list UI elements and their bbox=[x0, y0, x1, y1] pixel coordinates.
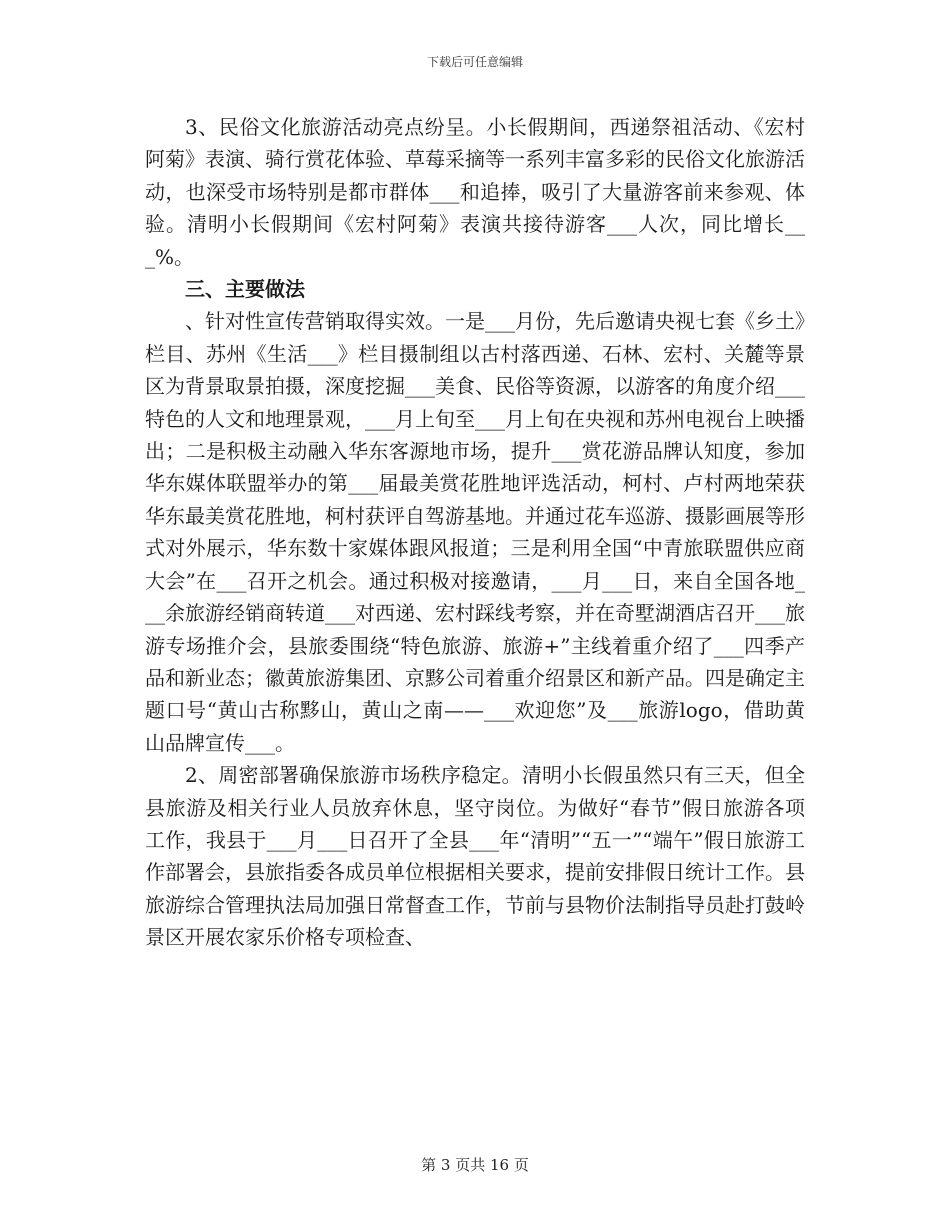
paragraph-market-order: 2、周密部署确保旅游市场秩序稳定。清明小长假虽然只有三天，但全县旅游及相关行业人员放弃休息，坚守岗位。为做好“春节”假日旅游各项工作，我县于___月___日召开了全县___年“清明”“五一”“端午”假日旅游工作部署会，县旅指委各成员单位根据相关要求，提前安排假日统计工作。县旅游综合管理执法局加强日常督查工作，节前与县物价法制指导员赴打鼓岭景区开展农家乐价格专项检查、 bbox=[145, 763, 805, 950]
document-body bbox=[145, 111, 805, 954]
page-header-note: 下载后可任意编辑 bbox=[426, 55, 523, 69]
paragraph-folk-culture: 3、民俗文化旅游活动亮点纷呈。小长假期间，西递祭祖活动、《宏村阿菊》表演、骑行赏花体验、草莓采摘等一系列丰富多彩的民俗文化旅游活动，也深受市场特别是都市群体___和追捧，吸引了大量游客前来参观、体验。清明小长假期间《宏村阿菊》表演共接待游客___人次，同比增长___%。 bbox=[145, 115, 805, 269]
paragraph-marketing: 、针对性宣传营销取得实效。一是___月份，先后邀请央视七套《乡土》栏目、苏州《生活___》栏目摄制组以古村落西递、石林、宏村、关麓等景区为背景取景拍摄，深度挖掘___美食、民俗等资源，以游客的角度介绍___特色的人文和地理景观，___月上旬至___月上旬在央视和苏州电视台上映播出；二是积极主动融入华东客源地市场，提升___赏花游品牌认知度，参加华东媒体联盟举办的第___届最美赏花胜地评选活动，柯村、卢村两地荣获华东最美赏花胜地，柯村获评自驾游基地。并通过花车巡游、摄影画展等形式对外展示，华东数十家媒体跟风报道；三是利用全国“中青旅联盟供应商大会”在___召开之机会。通过积极对接邀请，___月___日，来自全国各地___余旅游经销商转道___对西递、宏村踩线考察，并在奇墅湖酒店召开___旅游专场推介会，县旅委围绕“特色旅游、旅游+”主线着重介绍了___四季产品和新业态；徽黄旅游集团、京黟公司着重介绍景区和新产品。四是确定主题口号“黄山古称黟山，黄山之南——___欢迎您”及___旅游logo，借助黄山品牌宣传___。 bbox=[145, 309, 805, 755]
section-heading-main-practices: 三、主要做法 bbox=[185, 277, 305, 302]
page-number-footer: 第 3 页共 16 页 bbox=[421, 1156, 529, 1174]
